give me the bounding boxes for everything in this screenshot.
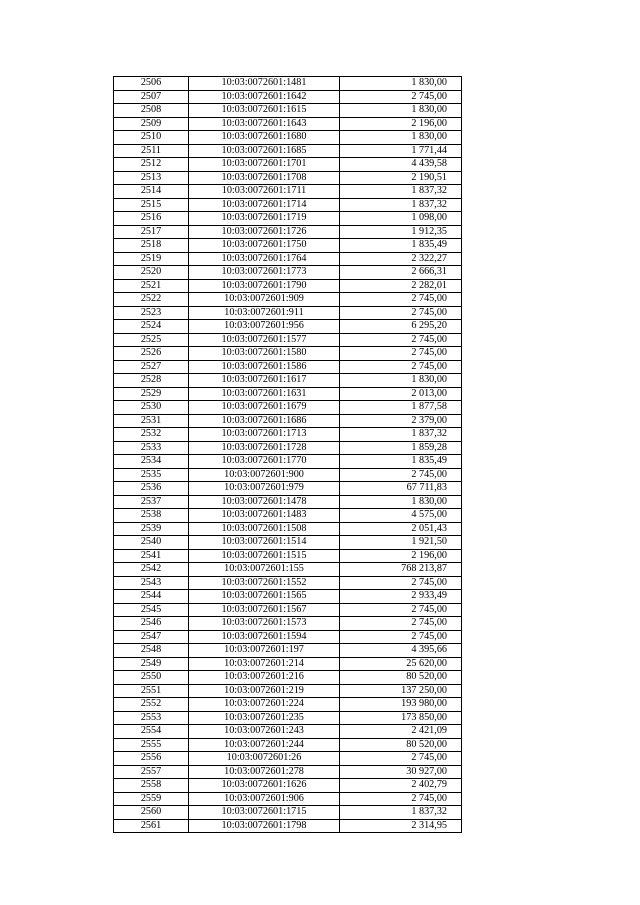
row-number-cell: 2516 <box>114 212 189 226</box>
cadastral-number-cell: 10:03:0072601:1567 <box>189 603 340 617</box>
table-row <box>114 549 462 563</box>
table-row <box>114 819 462 833</box>
row-number-cell: 2554 <box>114 725 189 739</box>
table-row <box>114 590 462 604</box>
table-row <box>114 806 462 820</box>
table-row <box>114 576 462 590</box>
amount-cell: 2 745,00 <box>340 293 462 307</box>
table-row <box>114 698 462 712</box>
row-number-cell: 2515 <box>114 198 189 212</box>
table-row <box>114 563 462 577</box>
table-row <box>114 212 462 226</box>
row-number-cell: 2524 <box>114 320 189 334</box>
cadastral-number-cell: 10:03:0072601:235 <box>189 711 340 725</box>
table-row <box>114 603 462 617</box>
table-row <box>114 414 462 428</box>
cadastral-number-cell: 10:03:0072601:1750 <box>189 239 340 253</box>
cadastral-number-cell: 10:03:0072601:278 <box>189 765 340 779</box>
cadastral-number-cell: 10:03:0072601:911 <box>189 306 340 320</box>
row-number-cell: 2543 <box>114 576 189 590</box>
table-row <box>114 117 462 131</box>
table-row <box>114 630 462 644</box>
amount-cell: 2 666,31 <box>340 266 462 280</box>
cadastral-number-cell: 10:03:0072601:979 <box>189 482 340 496</box>
amount-cell: 1 921,50 <box>340 536 462 550</box>
table-row <box>114 738 462 752</box>
amount-cell: 2 314,95 <box>340 819 462 833</box>
amount-cell: 1 098,00 <box>340 212 462 226</box>
row-number-cell: 2547 <box>114 630 189 644</box>
table-row <box>114 725 462 739</box>
row-number-cell: 2545 <box>114 603 189 617</box>
amount-cell: 2 745,00 <box>340 347 462 361</box>
amount-cell: 2 745,00 <box>340 360 462 374</box>
row-number-cell: 2541 <box>114 549 189 563</box>
cadastral-number-cell: 10:03:0072601:909 <box>189 293 340 307</box>
table-row <box>114 333 462 347</box>
cadastral-number-cell: 10:03:0072601:1580 <box>189 347 340 361</box>
table-row <box>114 671 462 685</box>
amount-cell: 2 379,00 <box>340 414 462 428</box>
row-number-cell: 2550 <box>114 671 189 685</box>
table-row <box>114 468 462 482</box>
table-row <box>114 90 462 104</box>
table-row <box>114 347 462 361</box>
row-number-cell: 2544 <box>114 590 189 604</box>
amount-cell: 80 520,00 <box>340 738 462 752</box>
row-number-cell: 2526 <box>114 347 189 361</box>
amount-cell: 6 295,20 <box>340 320 462 334</box>
amount-cell: 2 933,49 <box>340 590 462 604</box>
amount-cell: 4 575,00 <box>340 509 462 523</box>
cadastral-number-cell: 10:03:0072601:1679 <box>189 401 340 415</box>
row-number-cell: 2549 <box>114 657 189 671</box>
row-number-cell: 2529 <box>114 387 189 401</box>
row-number-cell: 2551 <box>114 684 189 698</box>
cadastral-number-cell: 10:03:0072601:1764 <box>189 252 340 266</box>
amount-cell: 4 395,66 <box>340 644 462 658</box>
cadastral-number-cell: 10:03:0072601:1719 <box>189 212 340 226</box>
cadastral-number-cell: 10:03:0072601:1701 <box>189 158 340 172</box>
row-number-cell: 2561 <box>114 819 189 833</box>
cadastral-number-cell: 10:03:0072601:1617 <box>189 374 340 388</box>
amount-cell: 1 830,00 <box>340 131 462 145</box>
cadastral-number-cell: 10:03:0072601:243 <box>189 725 340 739</box>
row-number-cell: 2519 <box>114 252 189 266</box>
row-number-cell: 2531 <box>114 414 189 428</box>
cadastral-number-cell: 10:03:0072601:1615 <box>189 104 340 118</box>
row-number-cell: 2558 <box>114 779 189 793</box>
amount-cell: 1 912,35 <box>340 225 462 239</box>
table-row <box>114 320 462 334</box>
row-number-cell: 2523 <box>114 306 189 320</box>
amount-cell: 1 835,49 <box>340 455 462 469</box>
cadastral-number-cell: 10:03:0072601:1713 <box>189 428 340 442</box>
row-number-cell: 2511 <box>114 144 189 158</box>
amount-cell: 1 877,58 <box>340 401 462 415</box>
cadastral-number-cell: 10:03:0072601:1642 <box>189 90 340 104</box>
row-number-cell: 2539 <box>114 522 189 536</box>
table-row <box>114 387 462 401</box>
table-row <box>114 144 462 158</box>
amount-cell: 768 213,87 <box>340 563 462 577</box>
row-number-cell: 2521 <box>114 279 189 293</box>
amount-cell: 2 013,00 <box>340 387 462 401</box>
row-number-cell: 2518 <box>114 239 189 253</box>
row-number-cell: 2555 <box>114 738 189 752</box>
amount-cell: 80 520,00 <box>340 671 462 685</box>
table-row <box>114 617 462 631</box>
row-number-cell: 2517 <box>114 225 189 239</box>
table-row <box>114 239 462 253</box>
cadastral-number-cell: 10:03:0072601:1728 <box>189 441 340 455</box>
cadastral-number-cell: 10:03:0072601:244 <box>189 738 340 752</box>
amount-cell: 30 927,00 <box>340 765 462 779</box>
cadastral-number-cell: 10:03:0072601:1586 <box>189 360 340 374</box>
row-number-cell: 2560 <box>114 806 189 820</box>
amount-cell: 173 850,00 <box>340 711 462 725</box>
cadastral-number-cell: 10:03:0072601:1514 <box>189 536 340 550</box>
amount-cell: 137 250,00 <box>340 684 462 698</box>
cadastral-number-cell: 10:03:0072601:1711 <box>189 185 340 199</box>
cadastral-number-cell: 10:03:0072601:1573 <box>189 617 340 631</box>
cadastral-number-cell: 10:03:0072601:1478 <box>189 495 340 509</box>
row-number-cell: 2510 <box>114 131 189 145</box>
row-number-cell: 2512 <box>114 158 189 172</box>
table-row <box>114 158 462 172</box>
amount-cell: 1 771,44 <box>340 144 462 158</box>
row-number-cell: 2527 <box>114 360 189 374</box>
cadastral-number-cell: 10:03:0072601:906 <box>189 792 340 806</box>
amount-cell: 2 196,00 <box>340 549 462 563</box>
cadastral-number-cell: 10:03:0072601:1680 <box>189 131 340 145</box>
table-row <box>114 374 462 388</box>
row-number-cell: 2536 <box>114 482 189 496</box>
table-row <box>114 644 462 658</box>
amount-cell: 1 837,32 <box>340 198 462 212</box>
table-row <box>114 104 462 118</box>
table-row <box>114 684 462 698</box>
row-number-cell: 2542 <box>114 563 189 577</box>
row-number-cell: 2553 <box>114 711 189 725</box>
table-row <box>114 401 462 415</box>
row-number-cell: 2535 <box>114 468 189 482</box>
cadastral-number-cell: 10:03:0072601:26 <box>189 752 340 766</box>
table-row <box>114 765 462 779</box>
table-row <box>114 455 462 469</box>
amount-cell: 2 402,79 <box>340 779 462 793</box>
table-row <box>114 522 462 536</box>
table-row <box>114 711 462 725</box>
cadastral-number-cell: 10:03:0072601:1715 <box>189 806 340 820</box>
row-number-cell: 2546 <box>114 617 189 631</box>
amount-cell: 2 745,00 <box>340 306 462 320</box>
row-number-cell: 2525 <box>114 333 189 347</box>
row-number-cell: 2528 <box>114 374 189 388</box>
table-row <box>114 77 462 91</box>
cadastral-number-cell: 10:03:0072601:1552 <box>189 576 340 590</box>
amount-cell: 25 620,00 <box>340 657 462 671</box>
amount-cell: 2 745,00 <box>340 576 462 590</box>
cadastral-number-cell: 10:03:0072601:1643 <box>189 117 340 131</box>
cadastral-number-cell: 10:03:0072601:1626 <box>189 779 340 793</box>
amount-cell: 2 745,00 <box>340 792 462 806</box>
table-row <box>114 306 462 320</box>
table-row <box>114 536 462 550</box>
table-row <box>114 657 462 671</box>
row-number-cell: 2506 <box>114 77 189 91</box>
cadastral-number-cell: 10:03:0072601:1686 <box>189 414 340 428</box>
table-row <box>114 293 462 307</box>
amount-cell: 67 711,83 <box>340 482 462 496</box>
cadastral-number-cell: 10:03:0072601:1508 <box>189 522 340 536</box>
table-row <box>114 752 462 766</box>
row-number-cell: 2508 <box>114 104 189 118</box>
table-row <box>114 252 462 266</box>
table-row <box>114 360 462 374</box>
table-row <box>114 482 462 496</box>
row-number-cell: 2559 <box>114 792 189 806</box>
cadastral-number-cell: 10:03:0072601:1726 <box>189 225 340 239</box>
table-row <box>114 441 462 455</box>
cadastral-number-cell: 10:03:0072601:900 <box>189 468 340 482</box>
cadastral-number-cell: 10:03:0072601:155 <box>189 563 340 577</box>
table-row <box>114 428 462 442</box>
cadastral-number-cell: 10:03:0072601:1631 <box>189 387 340 401</box>
row-number-cell: 2552 <box>114 698 189 712</box>
row-number-cell: 2530 <box>114 401 189 415</box>
cadastral-number-cell: 10:03:0072601:1685 <box>189 144 340 158</box>
row-number-cell: 2534 <box>114 455 189 469</box>
row-number-cell: 2507 <box>114 90 189 104</box>
row-number-cell: 2514 <box>114 185 189 199</box>
table-row <box>114 279 462 293</box>
row-number-cell: 2520 <box>114 266 189 280</box>
amount-cell: 1 837,32 <box>340 185 462 199</box>
amount-cell: 2 051,43 <box>340 522 462 536</box>
row-number-cell: 2557 <box>114 765 189 779</box>
cadastral-number-cell: 10:03:0072601:1565 <box>189 590 340 604</box>
row-number-cell: 2509 <box>114 117 189 131</box>
table-row <box>114 225 462 239</box>
cadastral-number-cell: 10:03:0072601:956 <box>189 320 340 334</box>
amount-cell: 2 745,00 <box>340 630 462 644</box>
amount-cell: 2 745,00 <box>340 468 462 482</box>
amount-cell: 2 745,00 <box>340 603 462 617</box>
cadastral-number-cell: 10:03:0072601:219 <box>189 684 340 698</box>
cadastral-number-cell: 10:03:0072601:1481 <box>189 77 340 91</box>
amount-cell: 1 837,32 <box>340 806 462 820</box>
cadastral-number-cell: 10:03:0072601:214 <box>189 657 340 671</box>
cadastral-number-cell: 10:03:0072601:1515 <box>189 549 340 563</box>
cadastral-number-cell: 10:03:0072601:1714 <box>189 198 340 212</box>
amount-cell: 2 745,00 <box>340 752 462 766</box>
cadastral-number-cell: 10:03:0072601:1594 <box>189 630 340 644</box>
cadastral-number-cell: 10:03:0072601:224 <box>189 698 340 712</box>
amount-cell: 2 745,00 <box>340 90 462 104</box>
cadastral-number-cell: 10:03:0072601:197 <box>189 644 340 658</box>
amount-cell: 1 830,00 <box>340 104 462 118</box>
row-number-cell: 2538 <box>114 509 189 523</box>
table-row <box>114 185 462 199</box>
table-row <box>114 792 462 806</box>
table-row <box>114 495 462 509</box>
table-row <box>114 266 462 280</box>
row-number-cell: 2513 <box>114 171 189 185</box>
amount-cell: 2 282,01 <box>340 279 462 293</box>
row-number-cell: 2556 <box>114 752 189 766</box>
row-number-cell: 2532 <box>114 428 189 442</box>
amount-cell: 4 439,58 <box>340 158 462 172</box>
amount-cell: 1 830,00 <box>340 495 462 509</box>
cadastral-number-cell: 10:03:0072601:1483 <box>189 509 340 523</box>
cadastral-number-cell: 10:03:0072601:1708 <box>189 171 340 185</box>
cadastral-table <box>113 76 462 833</box>
table-row <box>114 198 462 212</box>
row-number-cell: 2548 <box>114 644 189 658</box>
amount-cell: 2 745,00 <box>340 617 462 631</box>
table-row <box>114 779 462 793</box>
amount-cell: 1 830,00 <box>340 374 462 388</box>
row-number-cell: 2537 <box>114 495 189 509</box>
amount-cell: 1 835,49 <box>340 239 462 253</box>
amount-cell: 1 859,28 <box>340 441 462 455</box>
row-number-cell: 2540 <box>114 536 189 550</box>
amount-cell: 193 980,00 <box>340 698 462 712</box>
table-row <box>114 509 462 523</box>
cadastral-number-cell: 10:03:0072601:1577 <box>189 333 340 347</box>
amount-cell: 2 322,27 <box>340 252 462 266</box>
table-row <box>114 171 462 185</box>
cadastral-number-cell: 10:03:0072601:216 <box>189 671 340 685</box>
cadastral-number-cell: 10:03:0072601:1790 <box>189 279 340 293</box>
cadastral-number-cell: 10:03:0072601:1770 <box>189 455 340 469</box>
cadastral-number-cell: 10:03:0072601:1798 <box>189 819 340 833</box>
amount-cell: 1 830,00 <box>340 77 462 91</box>
row-number-cell: 2533 <box>114 441 189 455</box>
amount-cell: 2 421,09 <box>340 725 462 739</box>
amount-cell: 2 190,51 <box>340 171 462 185</box>
amount-cell: 2 745,00 <box>340 333 462 347</box>
cadastral-number-cell: 10:03:0072601:1773 <box>189 266 340 280</box>
row-number-cell: 2522 <box>114 293 189 307</box>
table-body <box>114 77 462 833</box>
amount-cell: 2 196,00 <box>340 117 462 131</box>
table-row <box>114 131 462 145</box>
amount-cell: 1 837,32 <box>340 428 462 442</box>
